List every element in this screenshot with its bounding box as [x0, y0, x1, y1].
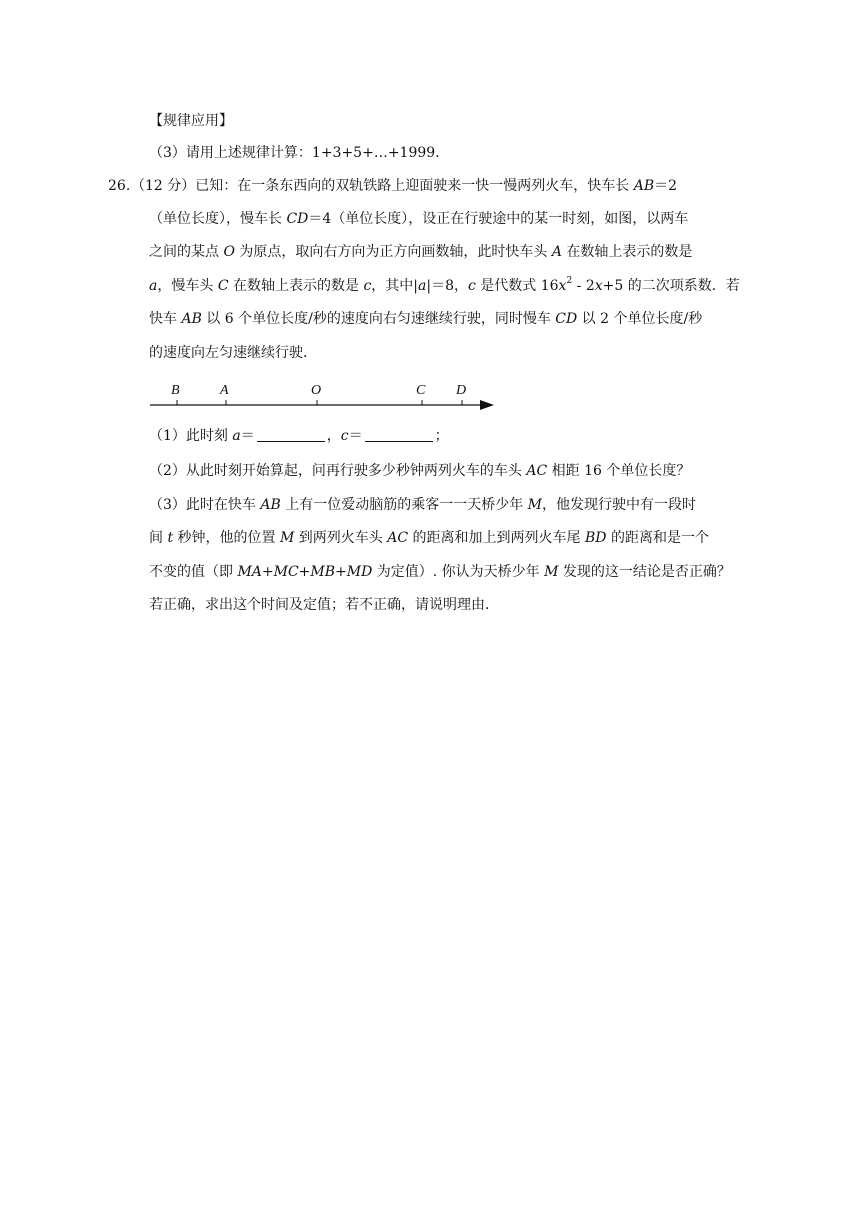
q26-part3-line-3: 不变的值（即 MA+MC+MB+MD 为定值）. 你认为天桥少年 M 发现的这一结论是否正确？ [149, 564, 731, 580]
q26-line-1: （12 分）已知：在一条东西向的双轨铁路上迎面驶来一快一慢两列火车，快车长 AB＝2 [131, 178, 678, 194]
q25-part3: （3）请用上述规律计算：1+3+5+…+1999. [149, 145, 440, 161]
q26-number: 26. [108, 178, 131, 194]
number-line-figure [140, 374, 510, 414]
q26-part3-line-2: 间 t 秒钟，他的位置 M 到两列火车头 AC 的距离和加上到两列火车尾 BD 的距离和是一个 [149, 530, 709, 546]
q26-line-3: 之间的某点 O 为原点，取向右方向为正方向画数轴，此时快车头 A 在数轴上表示的数是 [149, 244, 693, 260]
q26-line-4: a，慢车头 C 在数轴上表示的数是 c，其中|a|＝8，c 是代数式 $16x^2 - 2x+5$ 的二次项系数．若 [149, 276, 740, 294]
arrow-head-icon [480, 400, 494, 410]
q26-part2: （2）从此时刻开始算起，问再行驶多少秒钟两列火车的车头 AC 相距 16 个单位长度？ [149, 463, 691, 479]
q26-line-2: （单位长度），慢车长 CD＝4（单位长度），设正在行驶途中的某一时刻，如图，以两车 [149, 211, 689, 227]
label-a: A [220, 383, 229, 398]
answer-blank-a[interactable] [257, 427, 325, 442]
q26-line-6: 的速度向左匀速继续行驶． [149, 345, 317, 361]
label-b: B [171, 383, 180, 398]
q26-part3-line-4: 若正确，求出这个时间及定值；若不正确，请说明理由． [149, 597, 499, 613]
q26-part3-line-1: （3）此时在快车 AB 上有一位爱动脑筋的乘客一一天桥少年 M，他发现行驶中有一段时 [149, 497, 697, 513]
q26-line-5: 快车 AB 以 6 个单位长度/秒的速度向右匀速继续行驶，同时慢车 CD 以 2 个单位长度/秒 [149, 311, 703, 327]
label-c: C [416, 383, 426, 398]
section-heading: 【规律应用】 [149, 113, 233, 129]
label-o: O [311, 383, 322, 398]
q26-part1: （1）此时刻 a＝ ，c＝ ； [149, 428, 449, 444]
answer-blank-c[interactable] [365, 427, 433, 442]
label-d: D [456, 383, 467, 398]
